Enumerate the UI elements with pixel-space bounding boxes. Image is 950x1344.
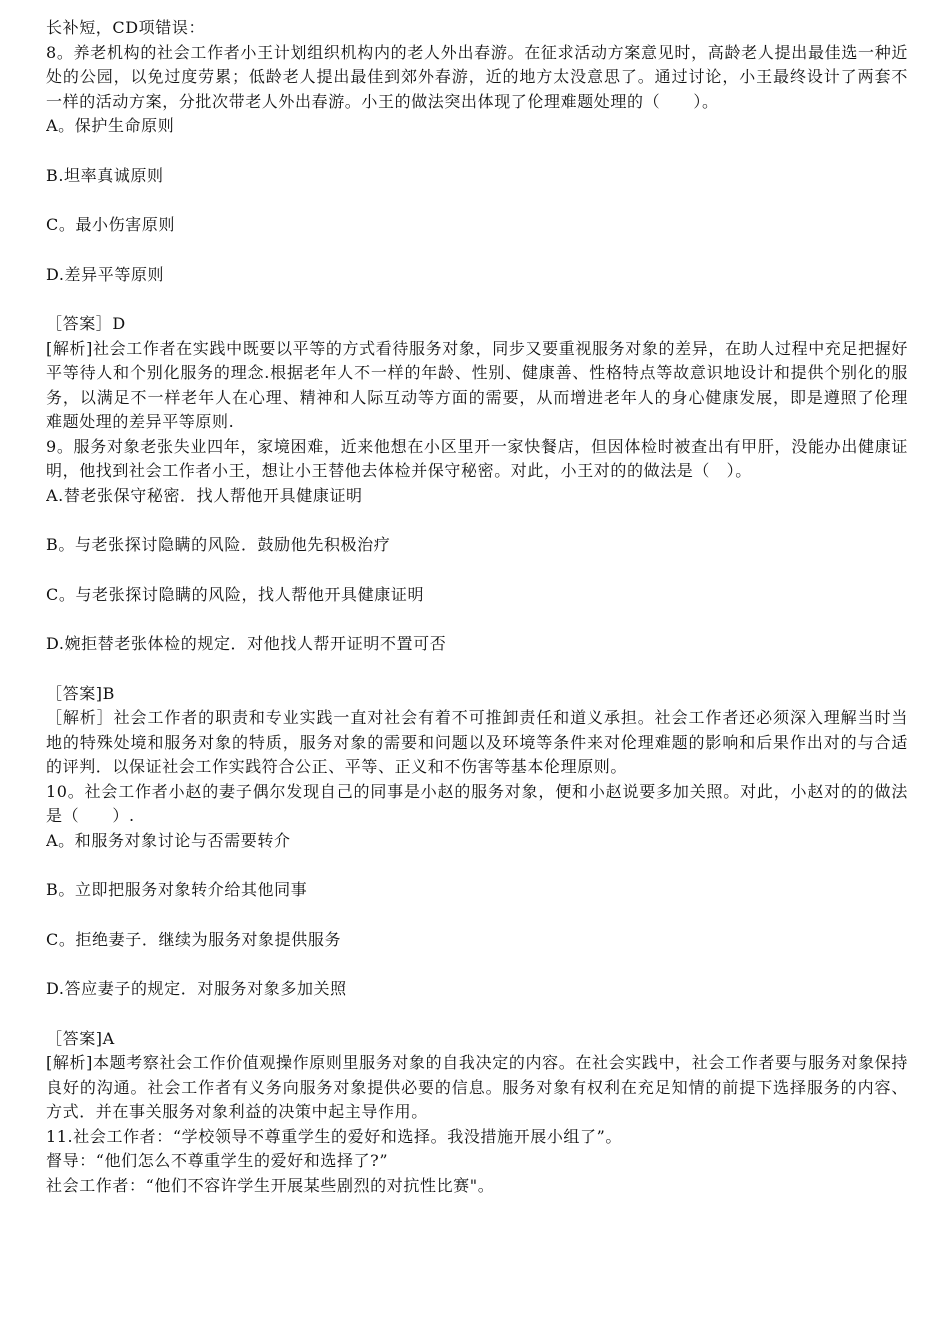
question-9-option-b: B。与老张探讨隐瞒的风险．鼓励他先积极治疗: [46, 535, 391, 554]
question-9-option-a: A.替老张保守秘密．找人帮他开具健康证明: [46, 485, 363, 505]
question-10-stem: 10。社会工作者小赵的妻子偶尔发现自己的同事是小赵的服务对象，便和小赵说要多加关照。对此，小赵对的的做法是（ ）.: [46, 781, 908, 825]
question-8-analysis: [解析]社会工作者在实践中既要以平等的方式看待服务对象，同步又要重视服务对象的差异，在助人过程中充足把握好平等待人和个别化服务的理念.根据老年人不一样的年龄、性别、健康善、性格特点等故意识地设计和提供个别化的服务，以满足不一样老年人在心理、精神和人际互动等方面的需要，从而增进老年人的身心健康发展，即是遵照了伦理难题处理的差异平等原则.: [46, 338, 908, 431]
question-10-option-d: D.答应妻子的规定．对服务对象多加关照: [46, 979, 347, 998]
intro-text: 长补短，CD项错误：: [46, 18, 206, 37]
question-11-line-3: 社会工作者：“他们不容许学生开展某些剧烈的对抗性比赛"。: [46, 1175, 495, 1195]
document-page: [46, 16, 908, 1198]
question-11-line-1: 11.社会工作者：“学校领导不尊重学生的爱好和选择。我没措施开展小组了”。: [46, 1126, 623, 1146]
question-8-option-c: C。最小伤害原则: [46, 215, 176, 234]
question-8-option-b: B.坦率真诚原则: [46, 165, 164, 185]
question-9-answer: ［答案]B: [46, 683, 116, 703]
question-10-option-a: A。和服务对象讨论与否需要转介: [46, 830, 291, 850]
question-10-option-c: C。拒绝妻子．继续为服务对象提供服务: [46, 929, 342, 949]
question-8-answer: ［答案］D: [46, 314, 126, 333]
question-10-option-b: B。立即把服务对象转介给其他同事: [46, 880, 308, 899]
question-9-analysis: ［解析］社会工作者的职责和专业实践一直对社会有着不可推卸责任和道义承担。社会工作者还必须深入理解当时当地的特殊处境和服务对象的特质，服务对象的需要和问题以及环境等条件来对伦理难题的影响和后果作出对的与合适的评判．以保证社会工作实践符合公正、平等、正义和不伤害等基本伦理原则。: [46, 708, 908, 776]
question-10-answer: ［答案]A: [46, 1028, 115, 1048]
question-11-line-2: 督导：“他们怎么不尊重学生的爱好和选择了?”: [46, 1151, 389, 1170]
question-8-stem: 8。养老机构的社会工作者小王计划组织机构内的老人外出春游。在征求活动方案意见时，高龄老人提出最佳选一种近处的公园，以免过度劳累；低龄老人提出最佳到郊外春游，近的地方太没意思了。通过讨论，小王最终设计了两套不一样的活动方案，分批次带老人外出春游。小王的做法突出体现了伦理难题处理的（ ）。: [46, 42, 908, 111]
question-10-analysis: [解析]本题考察社会工作价值观操作原则里服务对象的自我决定的内容。在社会实践中，社会工作者要与服务对象保持良好的沟通。社会工作者有义务向服务对象提供必要的信息。服务对象有权利在充足知情的前提下选择服务的内容、方式．并在事关服务对象利益的决策中起主导作用。: [46, 1053, 908, 1121]
question-9-stem: 9。服务对象老张失业四年，家境困难，近来他想在小区里开一家快餐店，但因体检时被查出有甲肝，没能办出健康证明，他找到社会工作者小王，想让小王替他去体检并保守秘密。对此，小王对的的做法是（ ）。: [46, 436, 908, 480]
question-8-option-a: A。保护生命原则: [46, 116, 175, 135]
question-9-option-d: D.婉拒替老张体检的规定．对他找人帮开证明不置可否: [46, 634, 447, 653]
question-9-option-c: C。与老张探讨隐瞒的风险，找人帮他开具健康证明: [46, 584, 425, 604]
question-8-option-d: D.差异平等原则: [46, 264, 165, 284]
